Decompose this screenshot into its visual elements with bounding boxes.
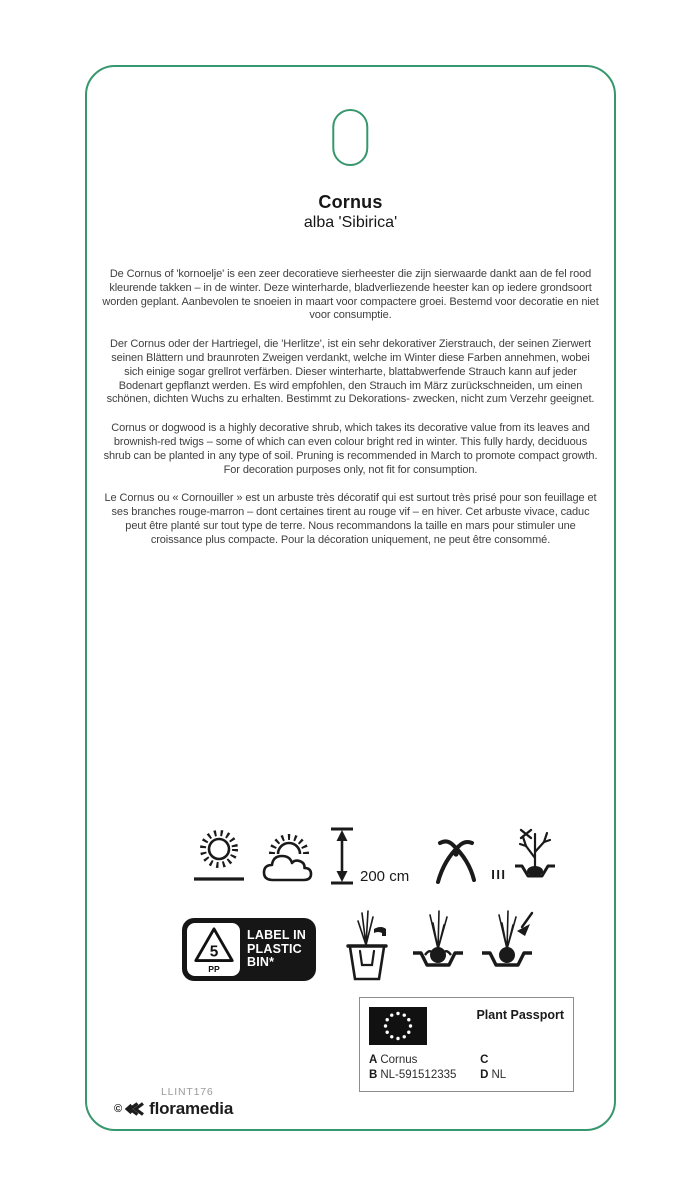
full-sun-icon xyxy=(191,824,247,888)
disposal-row xyxy=(182,905,551,990)
passport-field-a: A Cornus xyxy=(369,1054,418,1066)
root-ball-planting-icon xyxy=(409,905,467,990)
passport-field-b: B NL-591512335 xyxy=(369,1069,457,1081)
recycling-number: 5 xyxy=(209,943,218,961)
passport-field-d: D NL xyxy=(480,1069,507,1081)
hanger-hole xyxy=(332,109,368,166)
plant-cultivar-subtitle: alba 'Sibirica' xyxy=(303,214,398,231)
pruning-month: III xyxy=(491,867,507,882)
height-arrow-icon xyxy=(329,824,355,888)
passport-field-c: C xyxy=(480,1054,489,1066)
care-icons-row xyxy=(191,822,557,888)
height-value: 200 cm xyxy=(360,868,410,885)
brand-name: floramedia xyxy=(149,1099,234,1118)
label-header xyxy=(87,192,614,234)
print-code: LLINT176 xyxy=(161,1086,214,1098)
recycling-badge xyxy=(182,918,316,981)
recycling-material: PP xyxy=(207,963,220,974)
description-block xyxy=(101,268,600,563)
brand-logo xyxy=(114,1099,233,1119)
description-fr: Le Cornus ou « Cornouiller » est un arbuste très décoratif qui est surtout très prisé pour son feuillage et ses branches rouge-marron – dont certaines tirent au rouge vif – en hiver. Cet arbuste vivace, caduc peut être planté sur tout type de terre. Nous recommandons la taille en mars pour stimuler une croissance plus compacte. Pour la décoration uniquement, ne peut être consommé. xyxy=(104,492,597,546)
planting-steps-row xyxy=(338,905,551,990)
recycling-badge-text: LABEL IN PLASTIC BIN* xyxy=(247,928,307,970)
planting-shovel-icon xyxy=(480,905,538,990)
passport-fields xyxy=(369,1054,564,1081)
plant-label-card xyxy=(85,65,616,1131)
plant-genus-title: Cornus xyxy=(318,192,383,212)
description-de: Der Cornus oder der Hartriegel, die 'Herlitze', ist ein sehr dekorativer Zierstrauch, der seinen Zierwert seinen Blättern und braunroten Zweigen verdankt, welche im Winter diese Farben annehmen, wobei sich einige sogar grellrot verfärben. Dieser winterharte, blattabwerfende Strauch kann auf jeder Bodenart gepflanzt werden. Es wird empfohlen, den Strauch im März zurückschneiden, um einen schönen, dichten Wuchs zu erhalten. Bestimmt zu Dekorations- zwecken, nicht zum Verzehr geeignet. xyxy=(106,338,595,406)
plant-passport-box xyxy=(359,997,574,1092)
description-nl: De Cornus of 'kornoelje' is een zeer decoratieve sierheester die zijn sierwaarde dankt aan de fel rood kleurende takken – in de winter. Deze winterharde, bladverliezende heester kan op iedere grondsoort worden geplant. Aanbevolen te snoeien in maart voor compactere groei. Bestemd voor decoratie en niet voor consumptie. xyxy=(102,268,599,322)
partial-shade-icon xyxy=(257,828,319,888)
eu-flag-icon xyxy=(369,1007,427,1050)
floramedia-logo-icon xyxy=(125,1100,145,1118)
secateurs-icon xyxy=(431,830,485,888)
passport-title: Plant Passport xyxy=(476,1008,564,1022)
shrub-pruning-icon xyxy=(513,824,557,888)
soak-bucket-icon xyxy=(338,905,396,990)
description-en: Cornus or dogwood is a highly decorative shrub, which takes its decorative value from its leaves and brownish-red twigs – some of which can even colour bright red in winter. This fully hardy, deciduous shrub can be planted in any type of soil. Pruning is recommended in March to promote compact growth. For decoration purposes only, not fit for consumption. xyxy=(103,422,598,476)
recycling-pp5-icon xyxy=(187,923,240,976)
copyright-mark: © xyxy=(114,1103,123,1115)
